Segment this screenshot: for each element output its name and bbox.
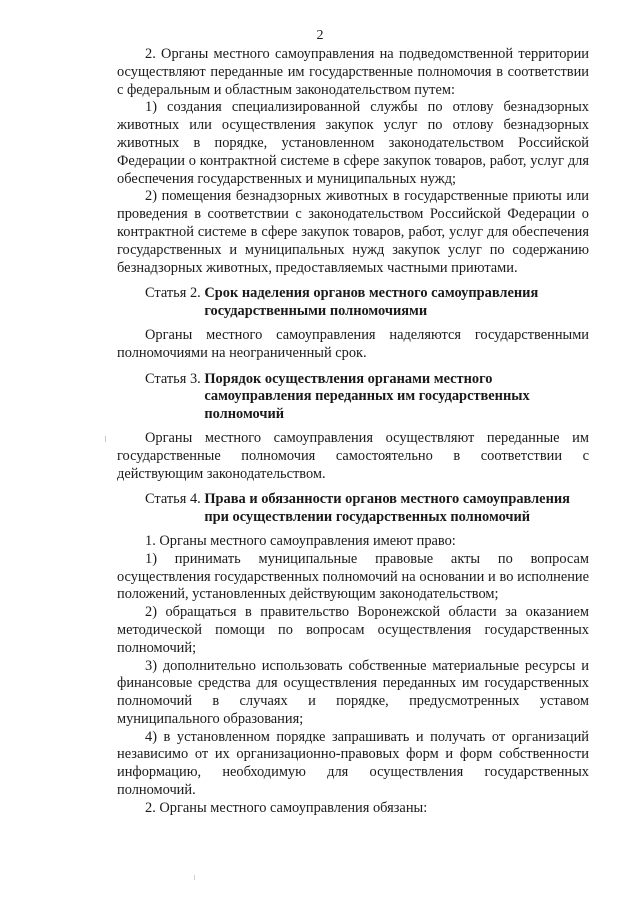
article-title: Порядок осуществления органами местного самоуправления переданных им государственных полномочий [204, 370, 530, 423]
document-body [117, 46, 589, 818]
paragraph: 2. Органы местного самоуправления на подведомственной территории осуществляют переданные им государственные полномочия в соответствии с федеральным и областным законодательством путем: [117, 46, 589, 98]
scan-mark [194, 875, 195, 880]
paragraph: 1) создания специализированной службы по отлову безнадзорных животных или осуществления закупок услуг по отлову безнадзорных животных в порядке, установленном законодательством Российской Федерации о контрактной системе в сфере закупок товаров, работ, услуг для обеспечения государственных и муниципальных нужд; [117, 99, 589, 187]
article-heading [117, 285, 589, 321]
scan-mark [105, 436, 106, 442]
paragraph: 3) дополнительно использовать собственные материальные ресурсы и финансовые средства для осуществления переданных им государственных полномочий в случаях и порядке, предусмотренных уставом муниципального образования; [117, 657, 589, 727]
article-title: Права и обязанности органов местного самоуправления при осуществлении государственных полномочий [204, 491, 570, 526]
page-number: 2 [316, 28, 324, 43]
paragraph: 2) обращаться в правительство Воронежской области за оказанием методической помощи по вопросам осуществления государственных полномочий; [117, 604, 589, 656]
article-heading [117, 491, 589, 527]
paragraph: 1. Органы местного самоуправления имеют право: [145, 532, 456, 549]
article-heading [117, 371, 589, 424]
article-label: Статья 3. [145, 370, 205, 387]
article-title: Срок наделения органов местного самоуправления государственными полномочиями [204, 285, 539, 320]
paragraph: Органы местного самоуправления наделяются государственными полномочиями на неограниченный срок. [117, 326, 589, 361]
paragraph: Органы местного самоуправления осуществляют переданные им государственные полномочия самостоятельно в соответствии с действующим законодательством. [117, 429, 589, 482]
paragraph: 4) в установленном порядке запрашивать и получать от организаций независимо от их организационно-правовых форм и форм собственности информацию, необходимую для осуществления государственных полномочий. [117, 728, 589, 799]
article-label: Статья 4. [145, 491, 205, 508]
paragraph: 2) помещения безнадзорных животных в государственные приюты или проведения в соответствии с законодательством Российской Федерации о контрактной системе в сфере закупок товаров, работ, услуг для обеспечения государственных и муниципальных нужд закупок услуг по содержанию безнадзорных животных, предоставляемых частными приютами. [117, 188, 589, 276]
paragraph: 2. Органы местного самоуправления обязаны: [145, 799, 428, 816]
article-label: Статья 2. [145, 285, 205, 302]
paragraph: 1) принимать муниципальные правовые акты по вопросам осуществления государственных полномочий на основании и во исполнение положений, установленных действующим законодательством; [117, 550, 589, 603]
